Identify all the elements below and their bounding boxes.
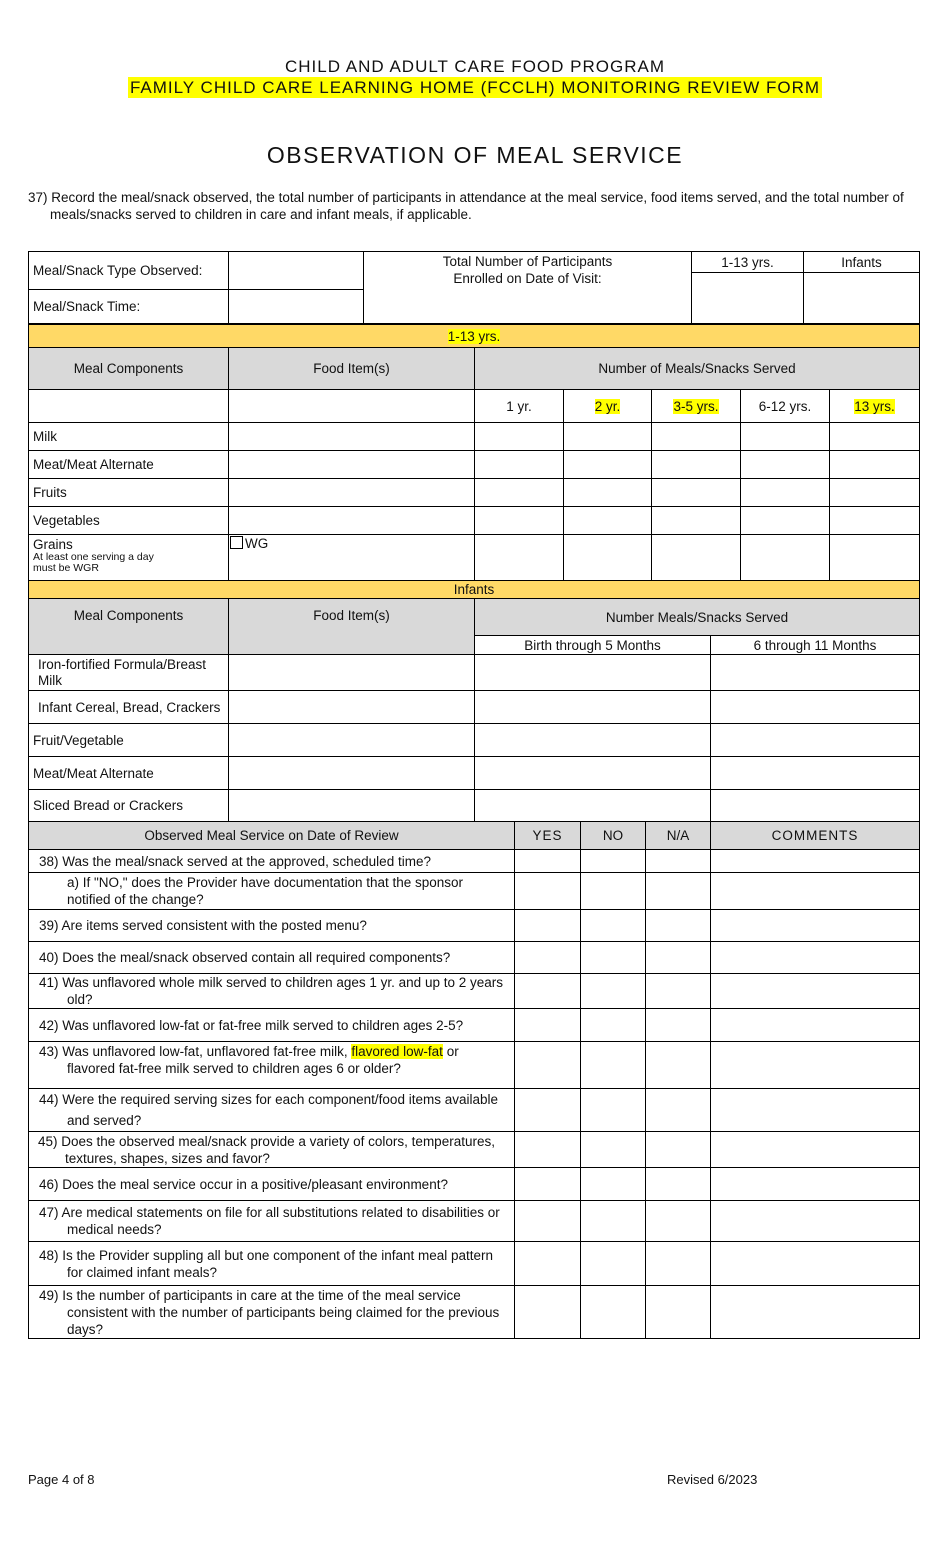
comments-cell[interactable] [711, 1286, 920, 1339]
food-item-input[interactable] [229, 423, 475, 451]
yes-cell[interactable] [515, 942, 581, 974]
count-input[interactable] [741, 423, 830, 451]
age-col-1yr: 1 yr. [475, 390, 564, 423]
instructions-text: 37) Record the meal/snack observed, the total number of participants in attendance at the meal service, food items served, and the total number of meals/snacks served to children in care and infant meals, if applicable. [28, 190, 904, 222]
count-input[interactable] [475, 479, 564, 507]
question-38: 38) Was the meal/snack served at the approved, scheduled time? [29, 850, 515, 873]
count-input[interactable] [564, 423, 652, 451]
table-row [29, 1089, 920, 1132]
participants-1-13-input[interactable] [692, 273, 804, 324]
na-cell[interactable] [646, 1132, 711, 1168]
question-49: 49) Is the number of participants in care at the time of the meal service consistent with the number of participants being claimed for the previous days? [29, 1286, 515, 1339]
na-cell[interactable] [646, 1009, 711, 1042]
count-input[interactable] [564, 507, 652, 535]
count-input[interactable] [652, 507, 741, 535]
blank-cell [29, 390, 229, 423]
table-row [29, 691, 920, 724]
yes-cell[interactable] [515, 910, 581, 942]
food-item-input[interactable] [229, 507, 475, 535]
count-input[interactable] [830, 507, 920, 535]
meal-time-label: Meal/Snack Time: [29, 290, 229, 324]
na-cell[interactable] [646, 1242, 711, 1286]
col-1-13-header: 1-13 yrs. [692, 252, 804, 273]
comments-cell[interactable] [711, 1089, 920, 1132]
na-cell[interactable] [646, 1168, 711, 1201]
count-input[interactable] [475, 724, 711, 757]
yes-cell[interactable] [515, 1089, 581, 1132]
age-col-2yr [564, 390, 652, 423]
comments-cell[interactable] [711, 1042, 920, 1089]
table-row [29, 1242, 920, 1286]
count-input[interactable] [475, 535, 564, 581]
table-row [29, 873, 920, 910]
count-input[interactable] [475, 790, 711, 822]
children-band [29, 325, 920, 348]
grains-note-line2: must be WGR [33, 562, 99, 574]
age-col-6-12yrs: 6-12 yrs. [741, 390, 830, 423]
question-43-part1: 43) Was unflavored low-fat, unflavored fat-free milk, [39, 1044, 352, 1059]
no-cell[interactable] [581, 1168, 646, 1201]
infants-band: Infants [29, 581, 920, 599]
form-header [0, 56, 950, 98]
count-input[interactable] [475, 451, 564, 479]
infant-age-col-0-5: Birth through 5 Months [475, 636, 711, 655]
infant-components-header: Meal Components [29, 599, 229, 655]
count-input[interactable] [652, 451, 741, 479]
yes-cell[interactable] [515, 974, 581, 1009]
no-cell[interactable] [581, 850, 646, 873]
question-43-highlight: flavored low-fat [351, 1044, 443, 1059]
comments-cell[interactable] [711, 942, 920, 974]
question-43 [29, 1042, 515, 1089]
infant-age-col-6-11: 6 through 11 Months [711, 636, 920, 655]
no-header: NO [581, 822, 646, 850]
count-input[interactable] [652, 423, 741, 451]
na-cell[interactable] [646, 1201, 711, 1242]
count-input[interactable] [711, 724, 920, 757]
count-input[interactable] [711, 691, 920, 724]
food-item-input[interactable] [229, 724, 475, 757]
revised-date: Revised 6/2023 [667, 1472, 758, 1487]
wg-checkbox[interactable] [230, 536, 243, 549]
grains-note-line1: At least one serving a day [33, 551, 154, 563]
count-input[interactable] [830, 451, 920, 479]
table-row [29, 1168, 920, 1201]
count-input[interactable] [475, 757, 711, 790]
no-cell[interactable] [581, 1009, 646, 1042]
infant-components-table [28, 580, 920, 822]
yes-cell[interactable] [515, 1242, 581, 1286]
table-row [29, 1042, 920, 1089]
na-cell[interactable] [646, 1286, 711, 1339]
yes-cell[interactable] [515, 1132, 581, 1168]
na-cell[interactable] [646, 910, 711, 942]
meal-type-label: Meal/Snack Type Observed: [29, 252, 229, 290]
component-fruits: Fruits [29, 479, 229, 507]
question-39: 39) Are items served consistent with the posted menu? [29, 910, 515, 942]
no-cell[interactable] [581, 1201, 646, 1242]
no-cell[interactable] [581, 1286, 646, 1339]
grains-label: Grains [33, 537, 73, 552]
age-col-3-5yrs-label: 3-5 yrs. [673, 398, 719, 414]
question-46: 46) Does the meal service occur in a positive/pleasant environment? [29, 1168, 515, 1201]
components-header: Meal Components [29, 348, 229, 390]
yes-cell[interactable] [515, 1009, 581, 1042]
age-col-13yrs-label: 13 yrs. [854, 398, 895, 414]
meal-time-input[interactable] [229, 290, 364, 324]
component-vegetables: Vegetables [29, 507, 229, 535]
food-item-input[interactable] [229, 451, 475, 479]
grains-food-item[interactable] [229, 535, 475, 581]
col-infants-header: Infants [804, 252, 920, 273]
children-band-label: 1-13 yrs. [447, 328, 501, 344]
count-input[interactable] [564, 479, 652, 507]
table-row [29, 535, 920, 581]
question-40: 40) Does the meal/snack observed contain all required components? [29, 942, 515, 974]
blank-cell [229, 390, 475, 423]
count-input[interactable] [475, 655, 711, 691]
table-row [29, 1286, 920, 1339]
no-cell[interactable] [581, 1042, 646, 1089]
food-item-input[interactable] [229, 691, 475, 724]
yes-cell[interactable] [515, 1042, 581, 1089]
infant-component-cereal: Infant Cereal, Bread, Crackers [29, 691, 229, 724]
no-cell[interactable] [581, 1132, 646, 1168]
food-item-input[interactable] [229, 790, 475, 822]
question-41: 41) Was unflavored whole milk served to children ages 1 yr. and up to 2 years old? [29, 974, 515, 1009]
na-cell[interactable] [646, 942, 711, 974]
comments-header: COMMENTS [711, 822, 920, 850]
na-header: N/A [646, 822, 711, 850]
served-header: Number of Meals/Snacks Served [475, 348, 920, 390]
question-42: 42) Was unflavored low-fat or fat-free milk served to children ages 2-5? [29, 1009, 515, 1042]
infant-food-items-header: Food Item(s) [229, 599, 475, 655]
no-cell[interactable] [581, 974, 646, 1009]
count-input[interactable] [711, 757, 920, 790]
table-row [29, 479, 920, 507]
age-col-13yrs [830, 390, 920, 423]
yes-header: YES [515, 822, 581, 850]
food-items-header: Food Item(s) [229, 348, 475, 390]
table-row [29, 1132, 920, 1168]
comments-cell[interactable] [711, 1132, 920, 1168]
wg-label: WG [245, 536, 269, 551]
no-cell[interactable] [581, 1242, 646, 1286]
count-input[interactable] [830, 423, 920, 451]
count-input[interactable] [564, 451, 652, 479]
form-title: FAMILY CHILD CARE LEARNING HOME (FCCLH) MONITORING REVIEW FORM [129, 78, 821, 97]
no-cell[interactable] [581, 873, 646, 910]
question-44: 44) Were the required serving sizes for each component/food items available and served? [29, 1089, 515, 1132]
table-row [29, 790, 920, 822]
yes-cell[interactable] [515, 1168, 581, 1201]
comments-cell[interactable] [711, 1242, 920, 1286]
comments-cell[interactable] [711, 873, 920, 910]
table-row [29, 451, 920, 479]
component-meat: Meat/Meat Alternate [29, 451, 229, 479]
comments-cell[interactable] [711, 1201, 920, 1242]
no-cell[interactable] [581, 910, 646, 942]
count-input[interactable] [652, 535, 741, 581]
count-input[interactable] [475, 507, 564, 535]
infant-component-formula: Iron-fortified Formula/Breast Milk [29, 655, 229, 691]
food-item-input[interactable] [229, 655, 475, 691]
comments-cell[interactable] [711, 910, 920, 942]
count-input[interactable] [711, 790, 920, 822]
yes-cell[interactable] [515, 1286, 581, 1339]
count-input[interactable] [741, 507, 830, 535]
section-title: OBSERVATION OF MEAL SERVICE [266, 142, 684, 168]
table-row [29, 757, 920, 790]
participants-label-line1: Total Number of Participants [442, 254, 613, 269]
table-row [29, 910, 920, 942]
yes-cell[interactable] [515, 1201, 581, 1242]
table-row [29, 850, 920, 873]
food-item-input[interactable] [229, 757, 475, 790]
count-input[interactable] [741, 451, 830, 479]
food-item-input[interactable] [229, 479, 475, 507]
table-row [29, 974, 920, 1009]
na-cell[interactable] [646, 1042, 711, 1089]
na-cell[interactable] [646, 1089, 711, 1132]
count-input[interactable] [830, 535, 920, 581]
count-input[interactable] [475, 423, 564, 451]
question-45: 45) Does the observed meal/snack provide a variety of colors, temperatures, textures, shapes, sizes and favor? [29, 1132, 515, 1168]
question-43-part2: or flavored fat-free milk served to children ages 6 or older? [67, 1044, 459, 1076]
count-input[interactable] [741, 535, 830, 581]
infant-component-bread: Sliced Bread or Crackers [29, 790, 229, 822]
participants-infants-input[interactable] [804, 273, 920, 324]
count-input[interactable] [564, 535, 652, 581]
meal-type-input[interactable] [229, 252, 364, 290]
comments-cell[interactable] [711, 974, 920, 1009]
count-input[interactable] [711, 655, 920, 691]
infant-component-meat: Meat/Meat Alternate [29, 757, 229, 790]
page-number: Page 4 of 8 [28, 1472, 95, 1487]
count-input[interactable] [652, 479, 741, 507]
age-col-2yr-label: 2 yr. [594, 398, 621, 414]
question-48: 48) Is the Provider suppling all but one component of the infant meal pattern for claimed infant meals? [29, 1242, 515, 1286]
na-cell[interactable] [646, 873, 711, 910]
count-input[interactable] [830, 479, 920, 507]
participants-label [364, 252, 692, 324]
comments-cell[interactable] [711, 850, 920, 873]
count-input[interactable] [475, 691, 711, 724]
count-input[interactable] [741, 479, 830, 507]
question-47: 47) Are medical statements on file for all substitutions related to disabilities or medical needs? [29, 1201, 515, 1242]
comments-cell[interactable] [711, 1168, 920, 1201]
age-col-3-5yrs [652, 390, 741, 423]
meal-observation-table [28, 251, 920, 324]
program-title: CHILD AND ADULT CARE FOOD PROGRAM [285, 57, 665, 76]
infant-component-fruit-veg: Fruit/Vegetable [29, 724, 229, 757]
participants-label-line2: Enrolled on Date of Visit: [453, 271, 602, 286]
children-components-table [28, 324, 920, 581]
question-38a: a) If "NO," does the Provider have documentation that the sponsor notified of the change? [29, 873, 515, 910]
no-cell[interactable] [581, 942, 646, 974]
yes-cell[interactable] [515, 873, 581, 910]
review-questions-table [28, 821, 920, 1339]
table-row [29, 724, 920, 757]
table-row [29, 655, 920, 691]
na-cell[interactable] [646, 850, 711, 873]
table-row [29, 423, 920, 451]
infant-served-header: Number Meals/Snacks Served [475, 599, 920, 636]
yes-cell[interactable] [515, 850, 581, 873]
table-row [29, 507, 920, 535]
table-row [29, 942, 920, 974]
table-row [29, 1009, 920, 1042]
comments-cell[interactable] [711, 1009, 920, 1042]
na-cell[interactable] [646, 974, 711, 1009]
review-header: Observed Meal Service on Date of Review [29, 822, 515, 850]
component-milk: Milk [29, 423, 229, 451]
no-cell[interactable] [581, 1089, 646, 1132]
component-grains [29, 535, 229, 581]
table-row [29, 1201, 920, 1242]
